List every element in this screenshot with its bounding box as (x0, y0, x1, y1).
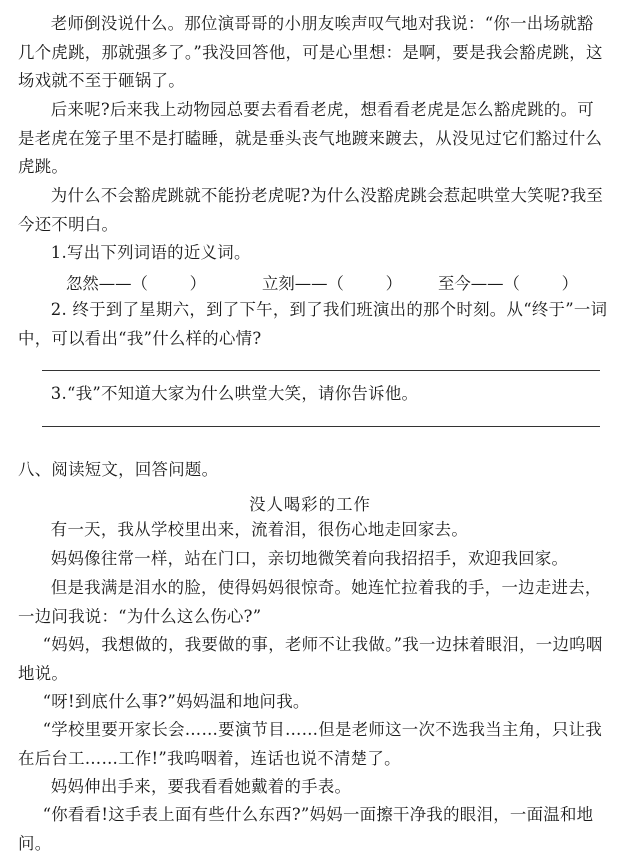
passage-paragraph-6: “学校里要开家长会……要演节目……但是老师这一次不选我当主角，只让我在后台工……工作!”我呜咽着，连话也说不清楚了。 (18, 720, 603, 768)
passage-paragraph-2: 妈妈像往常一样，站在门口，亲切地微笑着向我招招手，欢迎我回家。 (50, 549, 569, 568)
story-paragraph-2: 后来呢?后来我上动物园总要去看看老虎，想看看老虎是怎么豁虎跳的。可是老虎在笼子里不是打瞌睡，就是垂头丧气地踱来踱去，从没见过它们豁过什么虎跳。 (18, 100, 603, 176)
passage-paragraph-7: 妈妈伸出手来，要我看看她戴着的手表。 (50, 777, 352, 796)
passage-paragraph-8: “你看看!这手表上面有些什么东西?”妈妈一面擦干净我的眼泪，一面温和地问。 (18, 805, 594, 853)
vocab-item-suddenly: 忽然——（ ） (66, 274, 207, 293)
passage-paragraph-4: “妈妈，我想做的，我要做的事，老师不让我做。”我一边抹着眼泪，一边呜咽地说。 (18, 635, 603, 683)
vocab-item-until-now: 至今——（ ） (438, 274, 579, 293)
question-2: 2. 终于到了星期六，到了下午，到了我们班演出的那个时刻。从“终于”一词中，可以看出“我”什么样的心情? (18, 300, 608, 348)
vocab-row (66, 271, 606, 297)
passage-paragraph-1: 有一天，我从学校里出来，流着泪，很伤心地走回家去。 (50, 520, 469, 539)
passage-title: 没人喝彩的工作 (249, 495, 371, 514)
passage-paragraph-5: “呀!到底什么事?”妈妈温和地问我。 (42, 692, 310, 711)
story-paragraph-1: 老师倒没说什么。那位演哥哥的小朋友唉声叹气地对我说：“你一出场就豁几个虎跳，那就强多了。”我没回答他，可是心里想：是啊，要是我会豁虎跳，这场戏就不至于砸锅了。 (18, 14, 603, 90)
answer-line-q3[interactable] (42, 426, 600, 427)
passage-paragraph-3: 但是我满是泪水的脸，使得妈妈很惊奇。她连忙拉着我的手，一边走进去，一边问我说：“为什么这么伤心?” (18, 578, 602, 626)
question-1: 1.写出下列词语的近义词。 (50, 243, 251, 262)
story-paragraph-3: 为什么不会豁虎跳就不能扮老虎呢?为什么没豁虎跳会惹起哄堂大笑呢?我至今还不明白。 (18, 186, 604, 234)
vocab-item-immediately: 立刻——（ ） (262, 274, 403, 293)
answer-line-q2[interactable] (42, 370, 600, 371)
question-3: 3.“我”不知道大家为什么哄堂大笑，请你告诉他。 (50, 384, 419, 403)
section-8-heading: 八、阅读短文，回答问题。 (18, 460, 219, 479)
